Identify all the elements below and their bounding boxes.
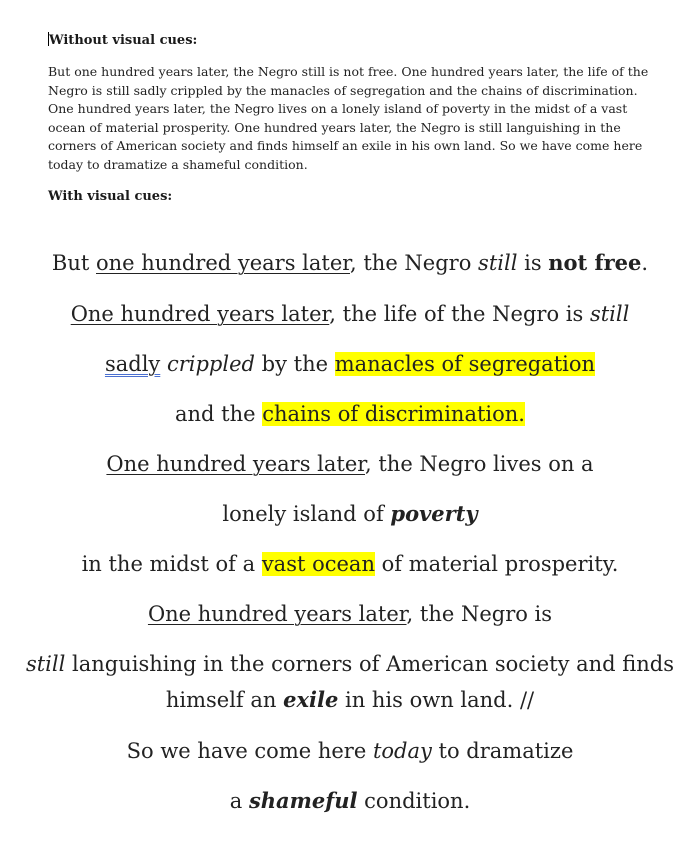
cued-line-6: lonely island of poverty bbox=[222, 501, 478, 526]
cued-line-8: One hundred years later, the Negro is bbox=[147, 602, 553, 626]
cued-line-7: in the midst of a vast ocean of material prosperity. bbox=[81, 552, 619, 576]
highlight: chains of discrimination. bbox=[262, 402, 525, 426]
cued-line-9: still languishing in the corners of American society and finds bbox=[25, 652, 675, 676]
plain-paragraph: But one hundred years later, the Negro still is not free. One hundred years later, the life of the Negro is still sadly crippled by the manacles of segregation and the chains of discrimination. One hundred years later, the Negro lives on a lonely island of poverty in the midst of a vast ocean of material prosperity. One hundred years later, the Negro is still languishing in the corners of American society and finds himself an exile in his own land. So we have come here today to dramatize a shameful condition. bbox=[48, 64, 649, 172]
highlight: manacles of segregation bbox=[334, 352, 596, 376]
heading-without-visual-cues: Without visual cues: bbox=[49, 33, 198, 48]
spellcheck-word[interactable]: sadly bbox=[104, 352, 161, 376]
cued-line-11: So we have come here today to dramatize bbox=[126, 739, 574, 763]
highlight: vast ocean bbox=[261, 552, 375, 576]
cued-line-5: One hundred years later, the Negro lives on a bbox=[106, 452, 594, 476]
cued-line-12: a shameful condition. bbox=[229, 788, 471, 813]
heading-with-visual-cues: With visual cues: bbox=[48, 189, 173, 204]
cued-line-3: sadly crippled by the manacles of segregation bbox=[104, 352, 596, 376]
cued-line-10: himself an exile in his own land. // bbox=[165, 687, 535, 712]
cued-line-1: But one hundred years later, the Negro still is not free. bbox=[51, 250, 649, 275]
cued-line-4: and the chains of discrimination. bbox=[175, 402, 525, 426]
cued-line-2: One hundred years later, the life of the Negro is still bbox=[70, 302, 630, 326]
